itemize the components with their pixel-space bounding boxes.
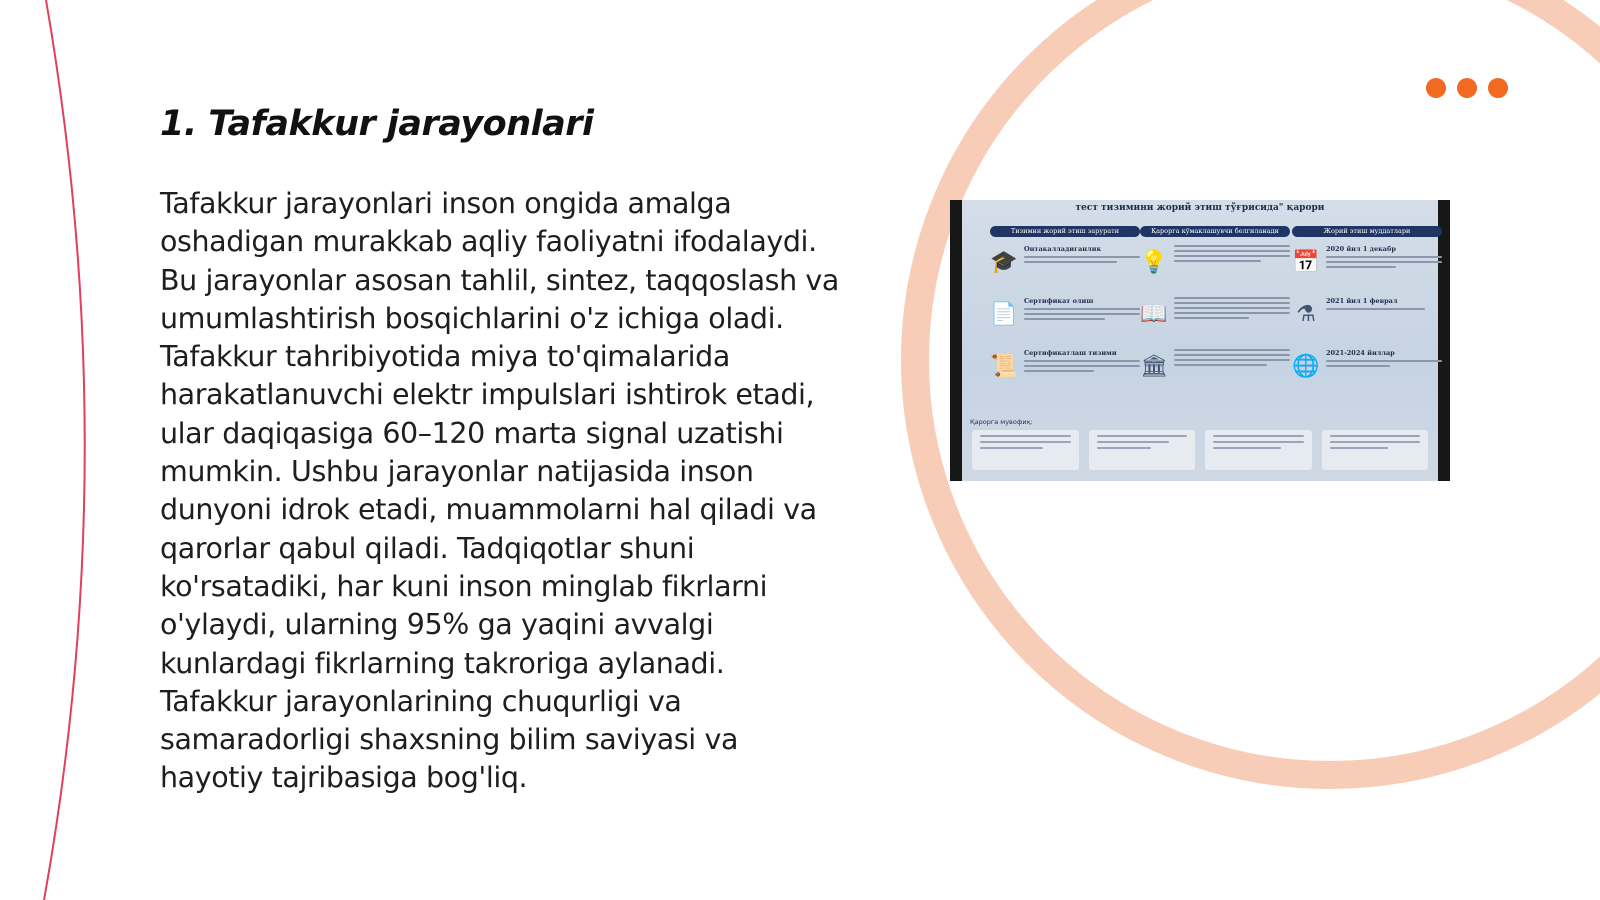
menu-dots bbox=[1426, 78, 1508, 98]
dot-icon bbox=[1457, 78, 1477, 98]
info-box bbox=[1205, 430, 1312, 470]
lightbulb-icon: 💡 bbox=[1140, 249, 1168, 275]
column-item bbox=[1140, 349, 1290, 393]
slide-title: 1. Tafakkur jarayonlari bbox=[160, 104, 594, 144]
column-item bbox=[1140, 245, 1290, 289]
building-icon: 🏛 bbox=[1140, 353, 1168, 379]
dot-icon bbox=[1488, 78, 1508, 98]
column-item bbox=[1292, 245, 1442, 289]
infographic-column bbox=[1140, 226, 1290, 393]
slide-body-text: Tafakkur jarayonlari inson ongida amalga oshadigan murakkab aqliy faoliyatni ifodalaydi. Bu jarayonlar asosan tahlil, sintez, taqqoslash va umumlashtirish bosqichlarini o'z ichiga oladi. Tafakkur tahribiyotida miya to'qimalarida harakatlanuvchi elektr impulslari ishtirok etadi, ular daqiqasiga 60–120 marta signal uzatishi mumkin. Ushbu jarayonlar natijasida inson dunyoni idrok etadi, muammolarni hal qiladi va qarorlar qabul qiladi. Tadqiqotlar shuni ko'rsatadiki, har kuni inson minglab fikrlarni o'ylaydi, ularning 95% ga yaqini avvalgi kunlardagi fikrlarning takroriga aylanadi. Tafakkur jarayonlarining chuqurligi va samaradorligi shaxsning bilim saviyasi va hayotiy tajribasiga bog'liq. bbox=[160, 187, 839, 795]
item-label: Сертификат олиш bbox=[1024, 297, 1094, 305]
item-label: Сертификатлаш тизими bbox=[1024, 349, 1117, 357]
infographic-boxes bbox=[972, 430, 1428, 470]
item-label: 2021-2024 йиллар bbox=[1326, 349, 1395, 357]
column-item bbox=[990, 349, 1140, 393]
infographic-footer-label: Қарорга мувофиқ: bbox=[970, 418, 1033, 426]
column-header: Тизимни жорий этиш зарурати bbox=[990, 226, 1140, 237]
item-label: 2020 йил 1 декабр bbox=[1326, 245, 1396, 253]
infographic-caption: тест тизимини жорий этиш тўғрисида" қарори bbox=[1075, 203, 1325, 213]
dot-icon bbox=[1426, 78, 1446, 98]
column-item bbox=[1292, 297, 1442, 341]
infographic-column bbox=[990, 226, 1140, 393]
item-label: Онтакалладиганлик bbox=[1024, 245, 1102, 253]
column-item bbox=[1292, 349, 1442, 393]
infographic-image bbox=[950, 200, 1450, 481]
column-header: Қарорга кўмаклашувчи белгиланади bbox=[1140, 226, 1290, 237]
info-box bbox=[1089, 430, 1196, 470]
column-item bbox=[1140, 297, 1290, 341]
info-box bbox=[972, 430, 1079, 470]
flask-icon: ⚗ bbox=[1296, 301, 1316, 327]
document-icon: 📄 bbox=[990, 301, 1018, 327]
certificate-icon: 📜 bbox=[990, 353, 1018, 379]
left-edge-curve bbox=[44, 0, 85, 900]
column-header: Жорий этиш муддатлари bbox=[1292, 226, 1442, 237]
calendar-icon: 📅 bbox=[1292, 249, 1320, 275]
book-icon: 📖 bbox=[1140, 301, 1168, 327]
info-box bbox=[1322, 430, 1429, 470]
graduate-icon: 🎓 bbox=[990, 249, 1018, 275]
infographic-panel bbox=[962, 200, 1438, 481]
column-item bbox=[990, 245, 1140, 289]
globe-icon: 🌐 bbox=[1292, 353, 1320, 379]
column-item bbox=[990, 297, 1140, 341]
item-label: 2021 йил 1 феврал bbox=[1326, 297, 1398, 305]
infographic-column bbox=[1292, 226, 1442, 393]
